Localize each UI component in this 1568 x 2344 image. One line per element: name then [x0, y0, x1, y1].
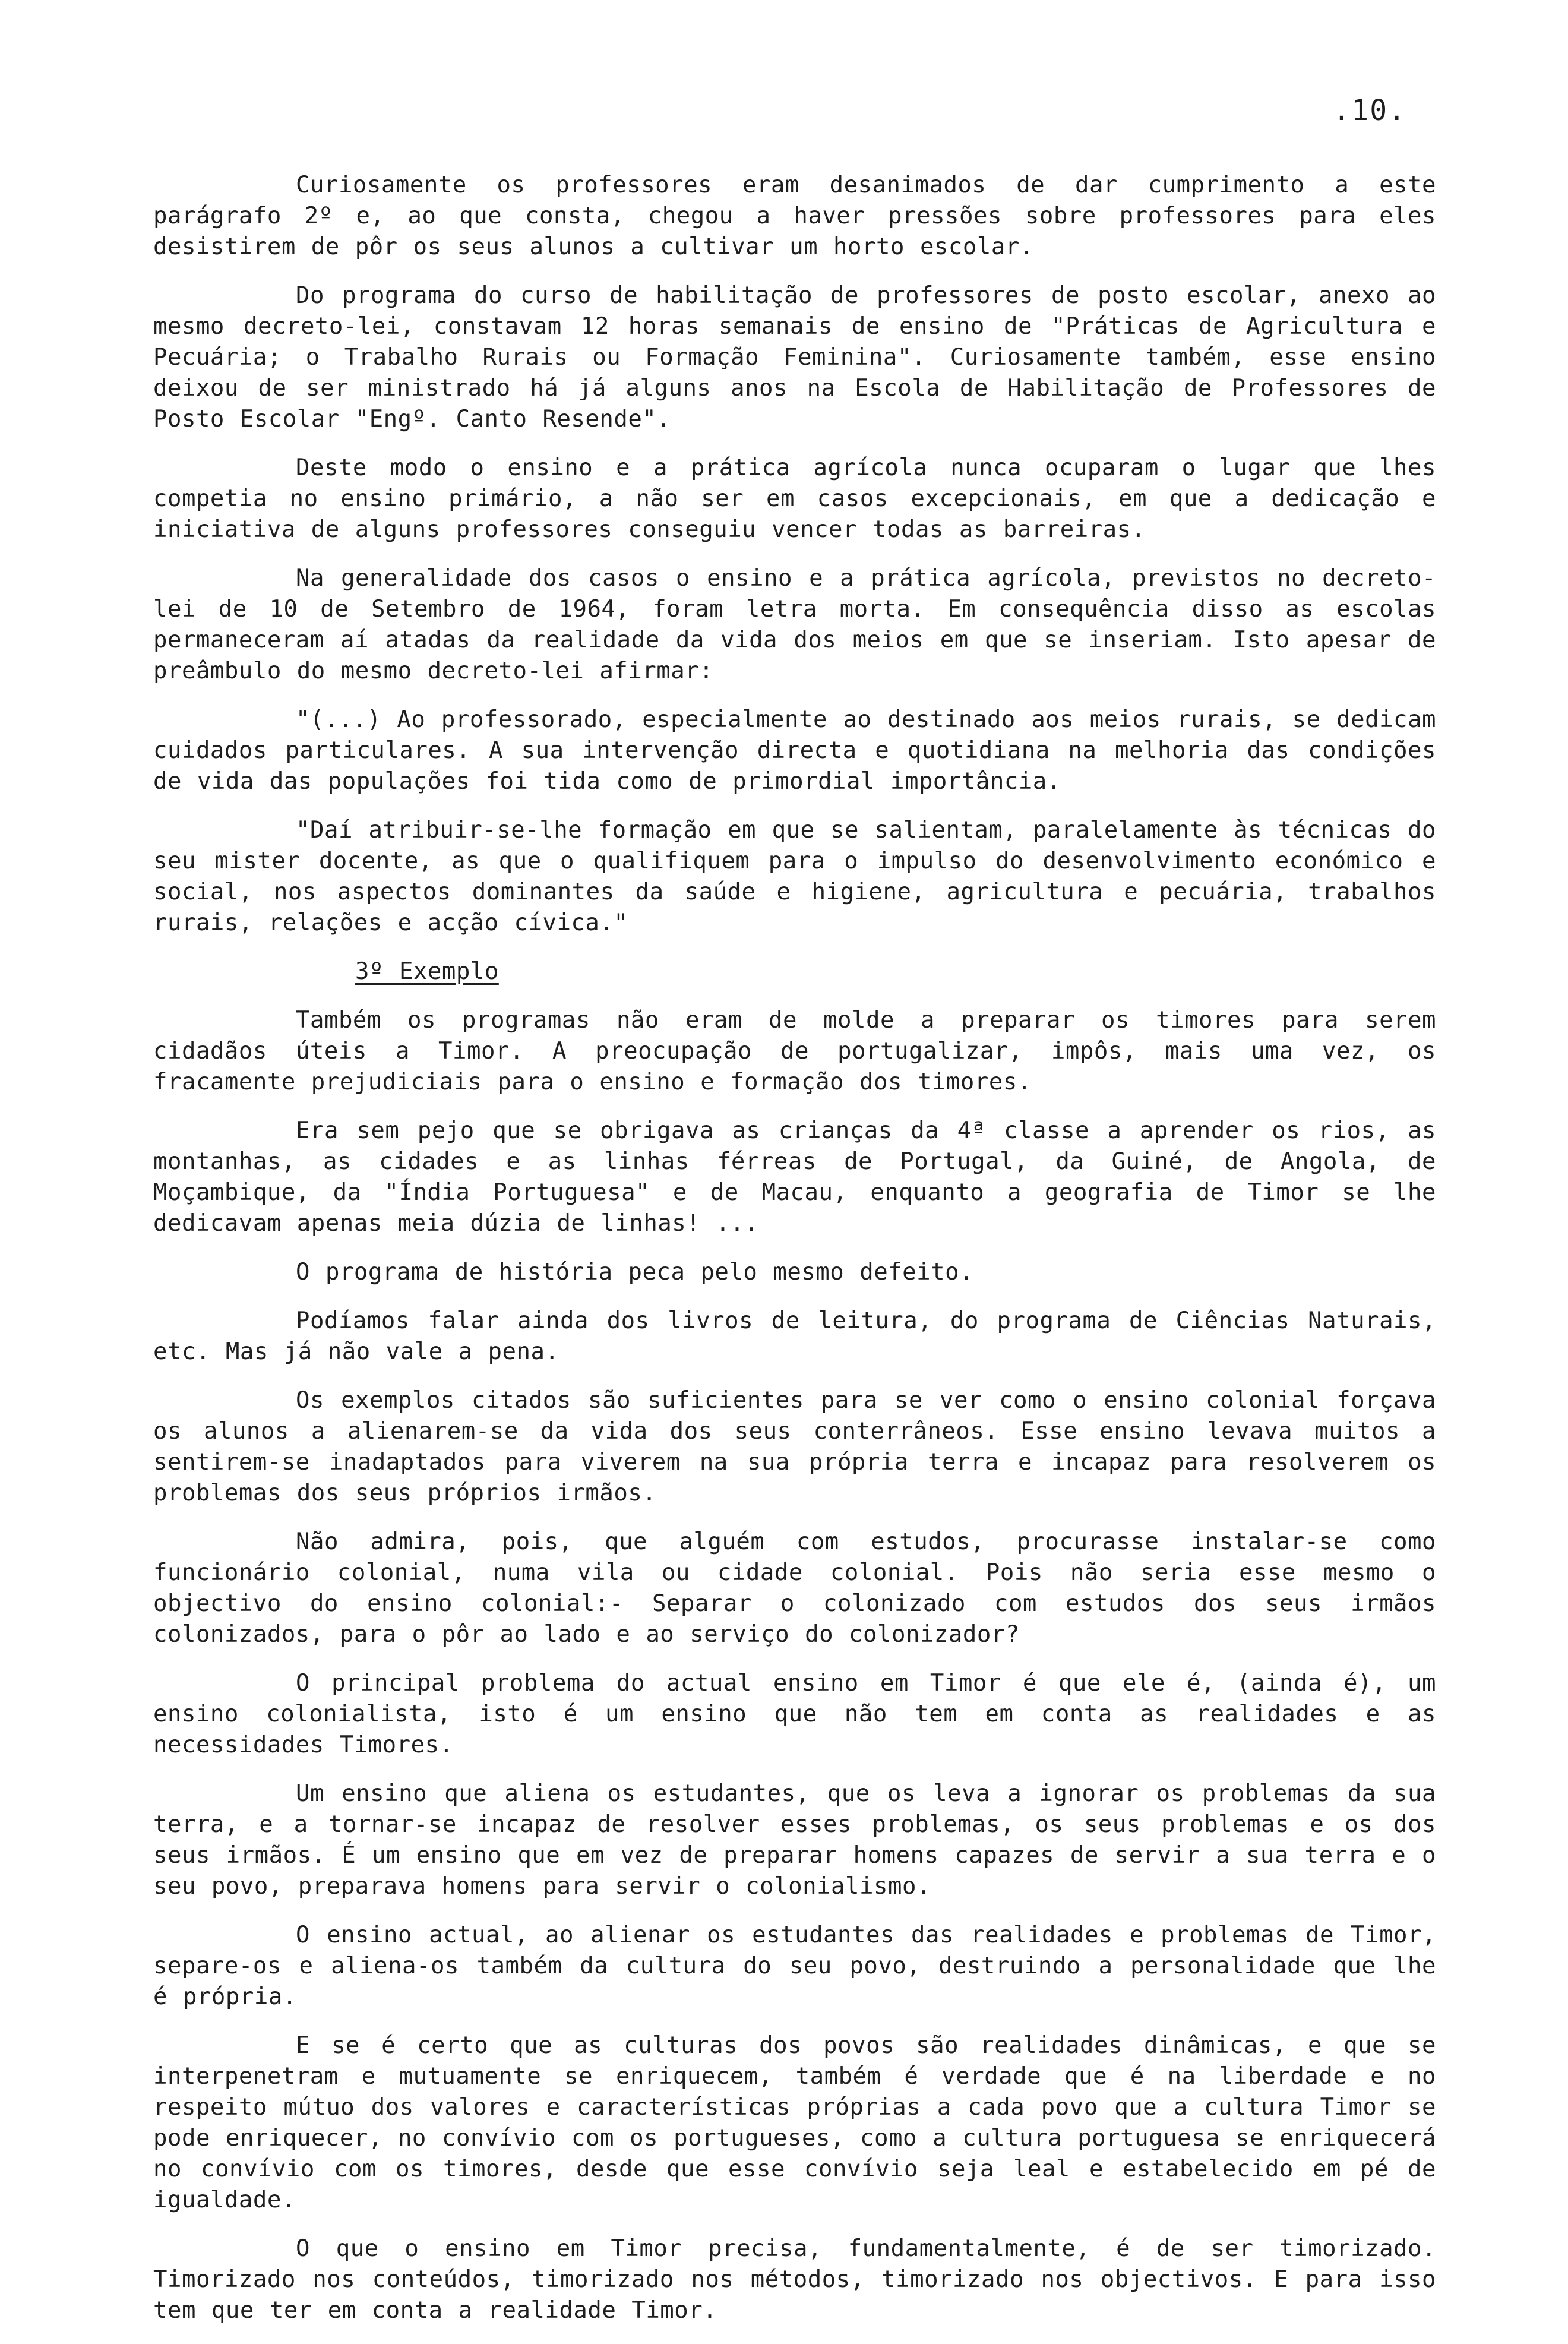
paragraph: O que o ensino em Timor precisa, fundamentalmente, é de ser timorizado. Timorizado nos conteúdos, timorizado nos métodos, timorizado nos objectivos. E para isso tem que ter em conta a realidade Timor. [153, 2235, 1436, 2324]
paragraph: O principal problema do actual ensino em Timor é que ele é, (ainda é), um ensino colonialista, isto é um ensino que não tem em conta as realidades e as necessidades Timores. [153, 1670, 1436, 1758]
paragraph: Também os programas não eram de molde a preparar os timores para serem cidadãos úteis a Timor. A preocupação de portugalizar, impôs, mais uma vez, os fracamente prejudiciais para o ensino e formação dos timores. [153, 1007, 1436, 1095]
paragraph: Do programa do curso de habilitação de professores de posto escolar, anexo ao mesmo decreto-lei, constavam 12 horas semanais de ensino de "Práticas de Agricultura e Pecuária; o Trabalho Rurais ou Formação Feminina". Curiosamente também, esse ensino deixou de ser ministrado há já alguns anos na Escola de Habilitação de Professores de Posto Escolar "Engº. Canto Resende". [153, 282, 1436, 432]
paragraph: Podíamos falar ainda dos livros de leitura, do programa de Ciências Naturais, etc. Mas já não vale a pena. [153, 1307, 1436, 1365]
section-heading [153, 956, 1436, 987]
paragraph: Curiosamente os professores eram desanimados de dar cumprimento a este parágrafo 2º e, ao que consta, chegou a haver pressões sobre professores para eles desistirem de pôr os seus alunos a cultivar um horto escolar. [153, 172, 1436, 260]
paragraph: Os exemplos citados são suficientes para se ver como o ensino colonial forçava os alunos a alienarem-se da vida dos seus conterrâneos. Esse ensino levava muitos a sentirem-se inadaptados para viverem na sua própria terra e incapaz para resolverem os problemas dos seus próprios irmãos. [153, 1387, 1436, 1506]
paragraph: Era sem pejo que se obrigava as crianças da 4ª classe a aprender os rios, as montanhas, as cidades e as linhas férreas de Portugal, da Guiné, de Angola, de Moçambique, da "Índia Portuguesa" e de Macau, enquanto a geografia de Timor se lhe dedicavam apenas meia dúzia de linhas! ... [153, 1117, 1436, 1237]
paragraph: E se é certo que as culturas dos povos são realidades dinâmicas, e que se interpenetram e mutuamente se enriquecem, também é verdade que é na liberdade e no respeito mútuo dos valores e características próprias a cada povo que a cultura Timor se pode enriquecer, no convívio com os portugueses, como a cultura portuguesa se enriquecerá no convívio com os timores, desde que esse convívio seja leal e estabelecido em pé de igualdade. [153, 2032, 1436, 2213]
section-heading-text: 3º Exemplo [355, 958, 499, 985]
page-number: .10. [1333, 94, 1406, 127]
quote-paragraph: "(...) Ao professorado, especialmente ao destinado aos meios rurais, se dedicam cuidados particulares. A sua intervenção directa e quotidiana na melhoria das condições de vida das populações foi tida como de primordial importância. [153, 706, 1436, 795]
paragraph: O programa de história peca pelo mesmo defeito. [296, 1259, 974, 1285]
paragraph: O ensino actual, ao alienar os estudantes das realidades e problemas de Timor, separe-os e aliena-os também da cultura do seu povo, destruindo a personalidade que lhe é própria. [153, 1922, 1436, 2010]
document-body [153, 170, 1436, 2344]
paragraph: Não admira, pois, que alguém com estudos, procurasse instalar-se como funcionário colonial, numa vila ou cidade colonial. Pois não seria esse mesmo o objectivo do ensino colonial:- Separar o colonizado com estudos dos seus irmãos colonizados, para o pôr ao lado e ao serviço do colonizador? [153, 1528, 1436, 1648]
paragraph: Na generalidade dos casos o ensino e a prática agrícola, previstos no decreto-lei de 10 de Setembro de 1964, foram letra morta. Em consequência disso as escolas permaneceram aí atadas da realidade da vida dos meios em que se inseriam. Isto apesar de preâmbulo do mesmo decreto-lei afirmar: [153, 565, 1436, 684]
paragraph: Deste modo o ensino e a prática agrícola nunca ocuparam o lugar que lhes competia no ensino primário, a não ser em casos excepcionais, em que a dedicação e iniciativa de alguns professores conseguiu vencer todas as barreiras. [153, 454, 1436, 543]
quote-paragraph: "Daí atribuir-se-lhe formação em que se salientam, paralelamente às técnicas do seu mister docente, as que o qualifiquem para o impulso do desenvolvimento económico e social, nos aspectos dominantes da saúde e higiene, agricultura e pecuária, trabalhos rurais, relações e acção cívica." [153, 817, 1436, 936]
paragraph: Um ensino que aliena os estudantes, que os leva a ignorar os problemas da sua terra, e a tornar-se incapaz de resolver esses problemas, os seus problemas e os dos seus irmãos. É um ensino que em vez de preparar homens capazes de servir a sua terra e o seu povo, preparava homens para servir o colonialismo. [153, 1780, 1436, 1900]
